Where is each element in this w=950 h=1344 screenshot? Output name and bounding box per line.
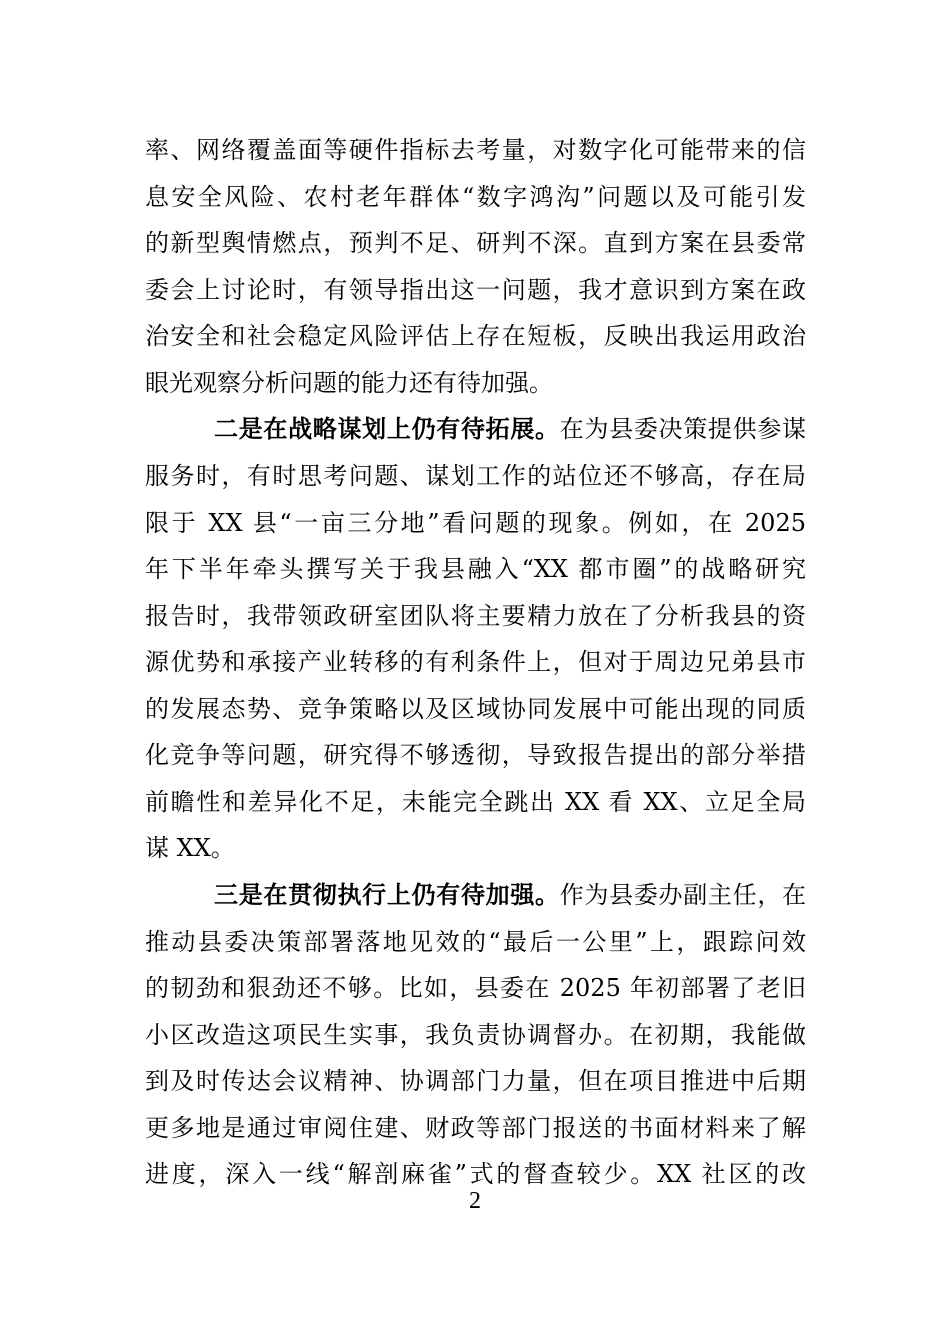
text-line: 报告时，我带领政研室团队将主要精力放在了分析我县的资: [145, 601, 806, 630]
text-line: 眼光观察分析问题的能力还有待加强。: [145, 368, 553, 397]
paragraph-1: [145, 127, 806, 406]
text-line: 限于 XX 县“一亩三分地”看问题的现象。例如，在 2025: [145, 508, 806, 537]
text-line: 年下半年牵头撰写关于我县融入“XX 都市圈”的战略研究: [145, 555, 806, 584]
text-line: 的发展态势、竞争策略以及区域协同发展中可能出现的同质: [145, 694, 806, 723]
text-line: 谋 XX。: [145, 834, 235, 863]
text-line: 率、网络覆盖面等硬件指标去考量，对数字化可能带来的信: [145, 136, 806, 164]
text-line: 治安全和社会稳定风险评估上存在短板，反映出我运用政治: [145, 322, 806, 351]
paragraph-heading: 二是在战略谋划上仍有待拓展。: [214, 414, 560, 444]
text-line: 进度，深入一线“解剖麻雀”式的督查较少。XX 社区的改: [145, 1160, 806, 1189]
text-line: 到及时传达会议精神、协调部门力量，但在项目推进中后期: [145, 1067, 806, 1096]
document-body: [145, 127, 806, 1198]
paragraph-2: [145, 406, 806, 872]
paragraph-heading: 三是在贯彻执行上仍有待加强。: [214, 880, 560, 909]
page-number: 2: [469, 1188, 481, 1214]
text-line: 推动县委决策部署落地见效的“最后一公里”上，跟踪问效: [145, 927, 806, 956]
text-line: 的新型舆情燃点，预判不足、研判不深。直到方案在县委常: [145, 229, 806, 258]
text-line: 委会上讨论时，有领导指出这一问题，我才意识到方案在政: [145, 275, 806, 304]
text-line: 的韧劲和狠劲还不够。比如，县委在 2025 年初部署了老旧: [145, 974, 806, 1003]
text-line: 服务时，有时思考问题、谋划工作的站位还不够高，存在局: [145, 461, 806, 490]
text-line: 前瞻性和差异化不足，未能完全跳出 XX 看 XX、立足全局: [145, 787, 806, 816]
text-line: 化竞争等问题，研究得不够透彻，导致报告提出的部分举措: [145, 741, 806, 770]
text-line: 息安全风险、农村老年群体“数字鸿沟”问题以及可能引发: [145, 182, 806, 211]
text-line: [145, 872, 806, 919]
paragraph-3: [145, 872, 806, 1198]
text-line: 更多地是通过审阅住建、财政等部门报送的书面材料来了解: [145, 1113, 806, 1142]
text-line: 小区改造这项民生实事，我负责协调督办。在初期，我能做: [145, 1020, 806, 1049]
text-line: [145, 406, 806, 453]
text-line: 源优势和承接产业转移的有利条件上，但对于周边兄弟县市: [145, 648, 806, 677]
text-run: 在为县委决策提供参谋: [559, 415, 806, 444]
text-run: 作为县委办副主任，在: [559, 881, 806, 909]
